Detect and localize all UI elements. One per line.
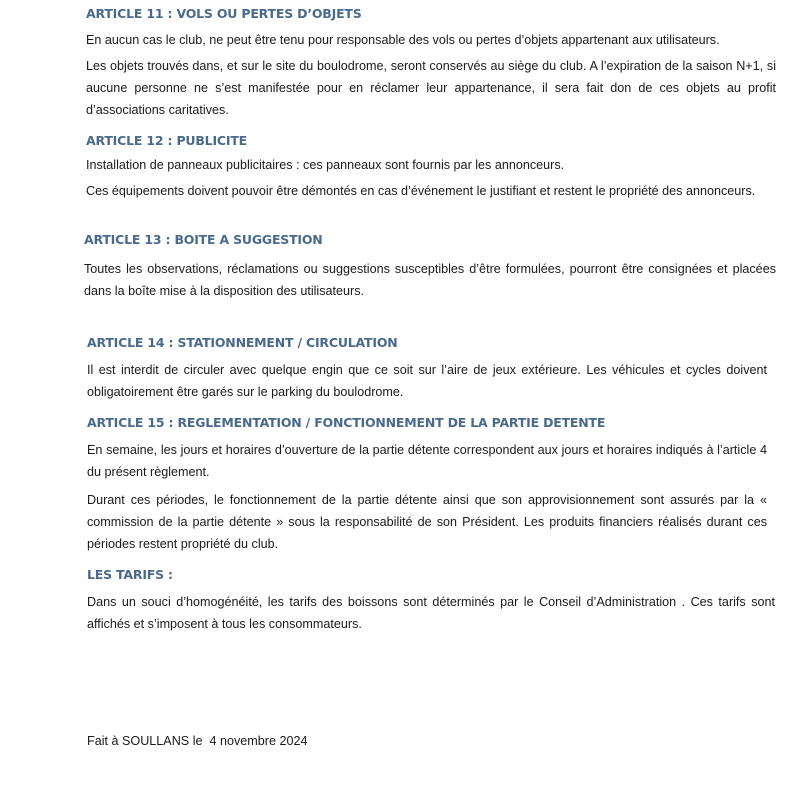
article-15-paragraph-1: En semaine, les jours et horaires d’ouverture de la partie détente correspondent aux jours et horaires indiqués à l’article 4 du présent règlement.	[87, 443, 767, 479]
article-12-heading: ARTICLE 12 : PUBLICITE	[86, 133, 247, 148]
article-11-paragraph-2: Les objets trouvés dans, et sur le site du boulodrome, seront conservés au siège du club. A l’expiration de la saison N+1, si aucune personne ne s’est manifestée pour en réclamer leur appartenance, il sera fait don de ces objets au profit d’associations caritatives.	[86, 59, 776, 117]
tarifs-paragraph-1: Dans un souci d’homogénéité, les tarifs des boissons sont déterminés par le Conseil d’Administration . Ces tarifs sont affichés et s’imposent à tous les consommateurs.	[87, 595, 775, 631]
article-12-paragraph-2: Ces équipements doivent pouvoir être démontés en cas d’événement le justifiant et restent le propriété des annonceurs.	[86, 184, 756, 198]
article-12-paragraph-1: Installation de panneaux publicitaires : ces panneaux sont fournis par les annonceurs.	[86, 158, 565, 172]
signature-line: Fait à SOULLANS le 4 novembre 2024	[87, 734, 308, 748]
tarifs-heading: LES TARIFS :	[87, 567, 173, 582]
article-11-heading: ARTICLE 11 : VOLS OU PERTES D’OBJETS	[86, 6, 362, 21]
article-15-paragraph-2: Durant ces périodes, le fonctionnement de la partie détente ainsi que son approvisionnement sont assurés par la « commission de la partie détente » sous la responsabilité de son Président. Les produits financiers réalisés durant ces périodes restent propriété du club.	[87, 493, 767, 551]
article-14-paragraph-1: Il est interdit de circuler avec quelque engin que ce soit sur l’aire de jeux extérieure. Les véhicules et cycles doivent obligatoirement être garés sur le parking du boulodrome.	[87, 363, 767, 399]
article-11-paragraph-1: En aucun cas le club, ne peut être tenu pour responsable des vols ou pertes d’objets appartenant aux utilisateurs.	[86, 33, 720, 47]
article-13-paragraph-1: Toutes les observations, réclamations ou suggestions susceptibles d’être formulées, pourront être consignées et placées dans la boîte mise à la disposition des utilisateurs.	[84, 262, 776, 298]
article-14-heading: ARTICLE 14 : STATIONNEMENT / CIRCULATION	[87, 335, 398, 350]
article-13-heading: ARTICLE 13 : BOITE A SUGGESTION	[84, 232, 323, 247]
article-15-heading: ARTICLE 15 : REGLEMENTATION / FONCTIONNEMENT DE LA PARTIE DETENTE	[87, 415, 606, 430]
